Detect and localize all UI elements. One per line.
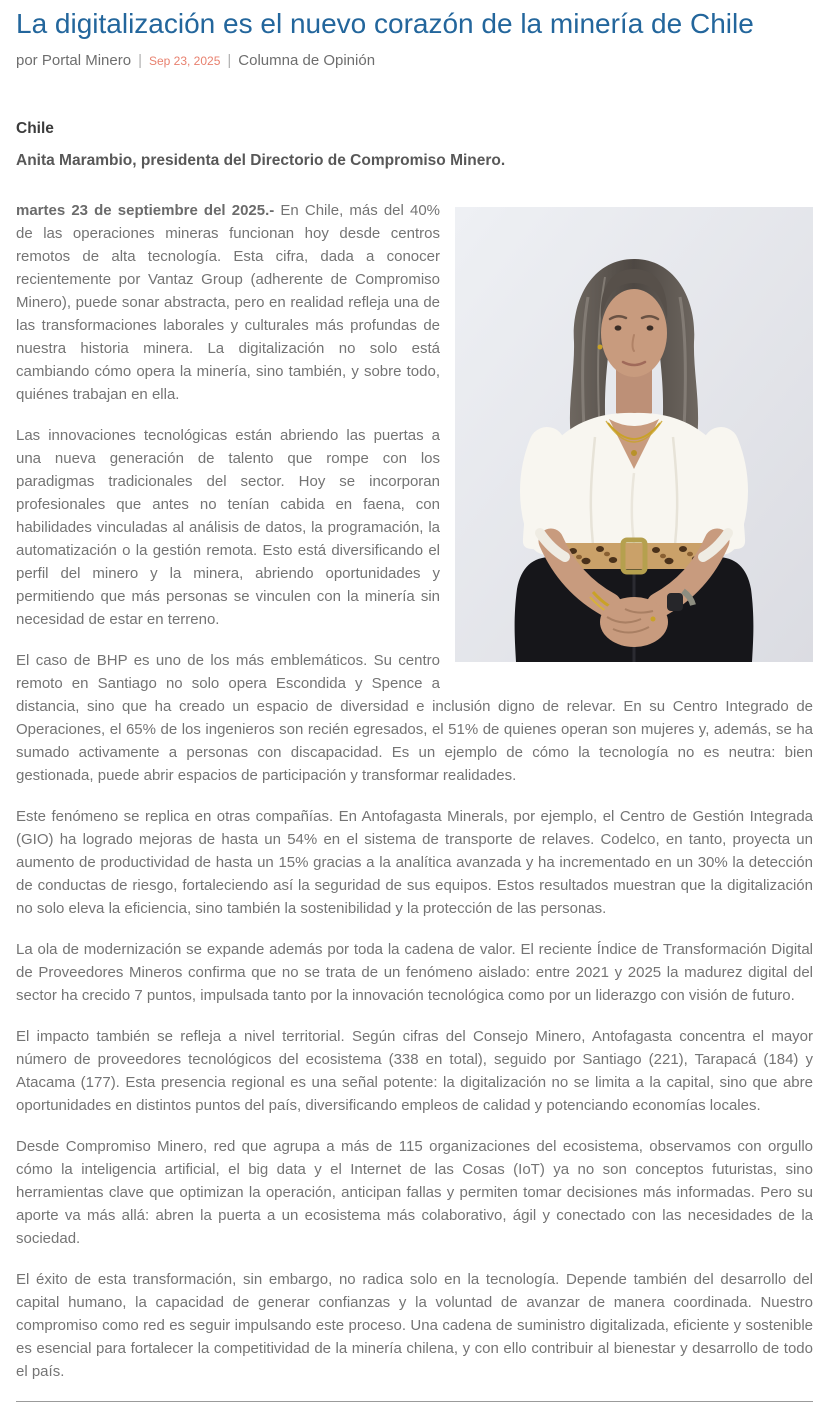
category-link[interactable]: Columna de Opinión	[238, 52, 376, 69]
byline	[16, 53, 813, 68]
paragraph-text: En Chile, más del 40% de las operaciones mineras funcionan hoy desde centros remotos de alta tecnología. Esta cifra, dada a conocer recientemente por Vantaz Group (adherente de Compromiso Minero), puede sonar abstracta, pero en realidad refleja una de las transformaciones laborales y culturales más profundas de nuestra historia minera. La digitalización no solo está cambiando cómo opera la minería, sino también, y sobre todo, quiénes trabajan en ella.	[16, 201, 440, 403]
article-paragraph: El impacto también se refleja a nivel territorial. Según cifras del Consejo Minero, Antofagasta concentra el mayor número de proveedores tecnológicos del ecosistema (338 en total), seguido por Santiago (221), Tarapacá (184) y Atacama (177). Esta presencia regional es una señal potente: la digitalización no se limita a la capital, sino que abre oportunidades en distintos puntos del país, diversificando empleos de calidad y potenciando economías locales.	[16, 1027, 813, 1114]
article-paragraph: El caso de BHP es uno de los más emblemáticos. Su centro remoto en Santiago no solo opera Escondida y Spence a distancia, sino que ha creado un espacio de diversidad e inclusión digno de relevar. En su Centro Integrado de Operaciones, el 65% de los ingenieros son recién egresados, el 51% de quienes operan son mujeres y, además, se ha sumado activamente a personas con discapacidad. Es un ejemplo de cómo la tecnología no es neutra: bien gestionada, puede abrir espacios de participación y transformar realidades.	[16, 651, 813, 784]
author-heading: Anita Marambio, presidenta del Directorio de Compromiso Minero.	[16, 152, 506, 170]
page-title: La digitalización es el nuevo corazón de la minería de Chile	[16, 8, 754, 39]
article-paragraph: La ola de modernización se expande además por toda la cadena de valor. El reciente Índice de Transformación Digital de Proveedores Mineros confirma que no se trata de un fenómeno aislado: entre 2021 y 2025 la madurez digital del sector ha crecido 7 puntos, impulsada tanto por la innovación tecnológica como por un liderazgo con visión de futuro.	[16, 940, 813, 1004]
article-paragraph: Desde Compromiso Minero, red que agrupa a más de 115 organizaciones del ecosistema, observamos con orgullo cómo la inteligencia artificial, el big data y el Internet de las Cosas (IoT) ya no son conceptos futuristas, sino herramientas clave que optimizan la operación, anticipan fallas y permiten tomar decisiones más informadas. Pero su aporte va más allá: abren la puerta a un ecosistema más colaborativo, ágil y conectado con las necesidades de la sociedad.	[16, 1137, 813, 1247]
article-photo	[455, 207, 813, 662]
location-heading: Chile	[16, 120, 54, 137]
article-paragraph: Las innovaciones tecnológicas están abriendo las puertas a una nueva generación de talento que rompe con los paradigmas tradicionales del sector. Hoy se incorporan profesionales que antes no tenían cabida en faena, con habilidades vinculadas al análisis de datos, la programación, la automatización o la gestión remota. Esto está diversificando el perfil del minero y la minera, abriendo oportunidades y permitiendo que más personas se vinculen con la minería sin necesidad de estar en terreno.	[16, 426, 440, 628]
author-link[interactable]: Portal Minero	[41, 52, 132, 69]
article-body	[16, 199, 813, 1383]
post-date: Sep 23, 2025	[148, 54, 221, 68]
byline-separator: |	[227, 52, 232, 69]
article-paragraph: El éxito de esta transformación, sin embargo, no radica solo en la tecnología. Depende también del desarrollo del capital humano, la capacidad de generar confianzas y la voluntad de avanzar de manera coordinada. Nuestro compromiso como red es seguir impulsando este proceso. Una cadena de suministro digitalizada, eficiente y sostenible es esencial para fortalecer la competitividad de la minería chilena, y con ello contribuir al bienestar y desarrollo de todo el país.	[16, 1270, 813, 1380]
byline-separator: |	[138, 52, 142, 69]
bottom-divider	[16, 1401, 813, 1402]
portrait-photo-illustration	[455, 207, 813, 662]
byline-author-prefix: por	[16, 52, 38, 69]
article-paragraph: Este fenómeno se replica en otras compañías. En Antofagasta Minerals, por ejemplo, el Centro de Gestión Integrada (GIO) ha logrado mejoras de hasta un 54% en el sistema de transporte de relaves. Codelco, en tanto, proyecta un aumento de productividad de hasta un 15% gracias a la analítica avanzada y ha incrementado en un 30% la detección de conductas de riesgo, fortaleciendo así la seguridad de sus equipos. Estos resultados muestran que la digitalización no solo eleva la eficiencia, sino también la sostenibilidad y la protección de las personas.	[16, 807, 813, 917]
date-lead: martes 23 de septiembre del 2025.-	[16, 201, 275, 219]
